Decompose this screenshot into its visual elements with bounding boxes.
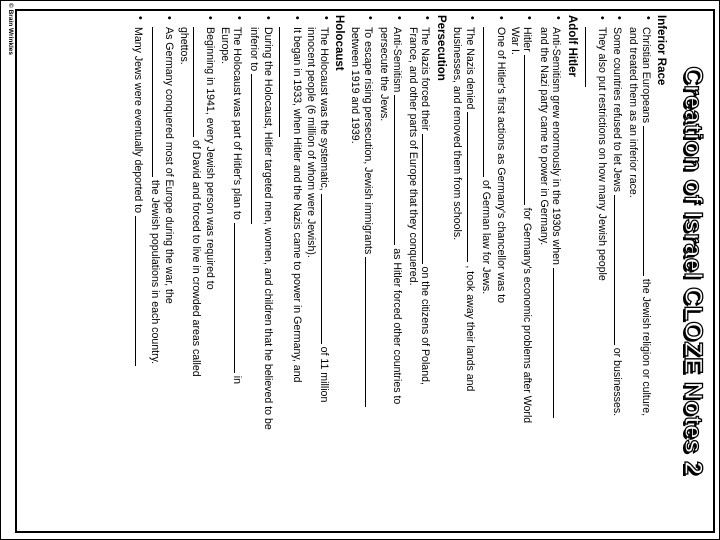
note-text: It began in 1933, when Hitler and the Nazis came to power in Germany, and bbox=[290, 27, 303, 383]
fill-in-blank[interactable] bbox=[251, 74, 262, 224]
list-item bbox=[451, 15, 478, 527]
fill-in-blank[interactable] bbox=[585, 27, 596, 87]
note-text: Some countries refused to let Jews bbox=[610, 27, 623, 192]
fill-in-blank[interactable] bbox=[467, 112, 478, 262]
note-text: of David and forced to live in crowded areas called bbox=[190, 139, 202, 377]
note-text: Many Jews were eventually deported to bbox=[132, 27, 145, 214]
note-text: inferior to bbox=[247, 27, 260, 72]
note-text: To escape rising persecution, Jewish immigrants bbox=[361, 27, 374, 255]
note-text: and treated them as an inferior race. bbox=[627, 27, 640, 198]
note-text: businesses, and removed them from schools. bbox=[451, 27, 464, 241]
list-item bbox=[218, 15, 245, 527]
note-text: the Jewish populations in each country. bbox=[148, 179, 161, 365]
rotated-notes bbox=[1, 1, 720, 540]
fill-in-blank[interactable] bbox=[365, 257, 376, 407]
list-item bbox=[407, 15, 434, 527]
section-heading-inferior-race: Inferior Race bbox=[655, 15, 667, 86]
fill-in-blank[interactable] bbox=[483, 27, 494, 177]
fill-in-blank[interactable] bbox=[394, 95, 405, 245]
fill-in-blank[interactable] bbox=[321, 194, 332, 344]
fill-in-blank[interactable] bbox=[193, 27, 204, 137]
list-item bbox=[132, 15, 146, 527]
note-text: The Nazis denied bbox=[463, 27, 476, 110]
notes-content bbox=[130, 15, 671, 527]
note-text: France, and other parts of Europe that they conquered. bbox=[407, 27, 420, 286]
fill-in-blank[interactable] bbox=[524, 55, 535, 205]
inferior-race-list bbox=[582, 15, 654, 527]
hitler-list bbox=[451, 15, 564, 527]
note-text: One of Hitler's first actions as Germany's chancellor was to bbox=[494, 27, 507, 304]
note-text: on the citizens of Poland, bbox=[419, 266, 432, 385]
note-text: of 11 million bbox=[317, 346, 330, 403]
list-item bbox=[177, 15, 216, 527]
note-text: persecute the Jews. bbox=[378, 27, 391, 122]
note-text: , took away their lands and bbox=[463, 265, 476, 392]
note-text: Anti-Semitism bbox=[390, 27, 403, 93]
note-text: and the Nazi party came to power in Germany. bbox=[537, 27, 550, 246]
list-item bbox=[247, 15, 274, 527]
note-text: or businesses. bbox=[610, 347, 623, 417]
note-text: Christian Europeans bbox=[639, 27, 652, 123]
list-item bbox=[537, 15, 564, 527]
page-title: Creation of Israel CLOZE Notes 2 bbox=[679, 66, 707, 476]
note-text: ghettos. bbox=[177, 27, 190, 65]
section-heading-holocaust: Holocaust bbox=[333, 15, 346, 71]
list-item bbox=[627, 15, 654, 527]
section-heading-persecution: Persecution bbox=[434, 15, 447, 81]
note-text: as Hitler forced other countries to bbox=[390, 248, 403, 405]
note-text: in bbox=[231, 375, 244, 384]
note-text: The Holocaust was part of Hitler's plan to bbox=[231, 27, 244, 220]
note-text: for Germany's economic problems after World bbox=[521, 207, 534, 424]
persecution-list bbox=[349, 15, 433, 527]
note-text: Beginning in 1941, every Jewish person was required to bbox=[204, 27, 217, 290]
note-text: The Holocaust was the systematic, bbox=[317, 27, 330, 191]
list-item bbox=[148, 15, 175, 527]
note-text: The Nazis forced their bbox=[419, 27, 432, 131]
list-item bbox=[276, 15, 303, 527]
fill-in-blank[interactable] bbox=[643, 126, 654, 276]
fill-in-blank[interactable] bbox=[614, 195, 625, 345]
note-text: They also put restrictions on how many Jewish people bbox=[596, 27, 609, 281]
fill-in-blank[interactable] bbox=[234, 223, 245, 373]
list-item bbox=[582, 15, 609, 527]
list-item bbox=[305, 15, 332, 527]
fill-in-blank[interactable] bbox=[279, 27, 290, 137]
credit-text: © Brain Wrinkles bbox=[7, 3, 14, 55]
note-text: Anti-Semitism grew enormously in the 1930s when bbox=[550, 27, 563, 265]
note-text: War I. bbox=[508, 27, 521, 55]
fill-in-blank[interactable] bbox=[135, 216, 146, 366]
list-item bbox=[349, 15, 376, 527]
note-text: During the Holocaust, Hitler targeted men, women, and children that he believed to be bbox=[262, 27, 275, 430]
section-heading-adolf-hitler: Adolf Hitler bbox=[565, 15, 578, 77]
note-text: of German law for Jews. bbox=[480, 179, 493, 295]
fill-in-blank[interactable] bbox=[152, 27, 163, 177]
holocaust-list bbox=[132, 15, 332, 527]
note-text: innocent people (6 million of whom were Jewish). bbox=[305, 27, 318, 258]
list-item bbox=[610, 15, 624, 527]
list-item bbox=[509, 15, 536, 527]
note-text: As Germany conquered most of Europe during the war, the bbox=[163, 27, 176, 304]
fill-in-blank[interactable] bbox=[553, 268, 564, 418]
list-item bbox=[480, 15, 507, 527]
note-text: Europe. bbox=[218, 27, 231, 65]
list-item bbox=[378, 15, 405, 527]
note-text: the Jewish religion or culture, bbox=[639, 278, 652, 417]
note-text: Hitler bbox=[521, 27, 534, 52]
fill-in-blank[interactable] bbox=[423, 134, 434, 264]
note-text: between 1919 and 1939. bbox=[349, 27, 362, 144]
